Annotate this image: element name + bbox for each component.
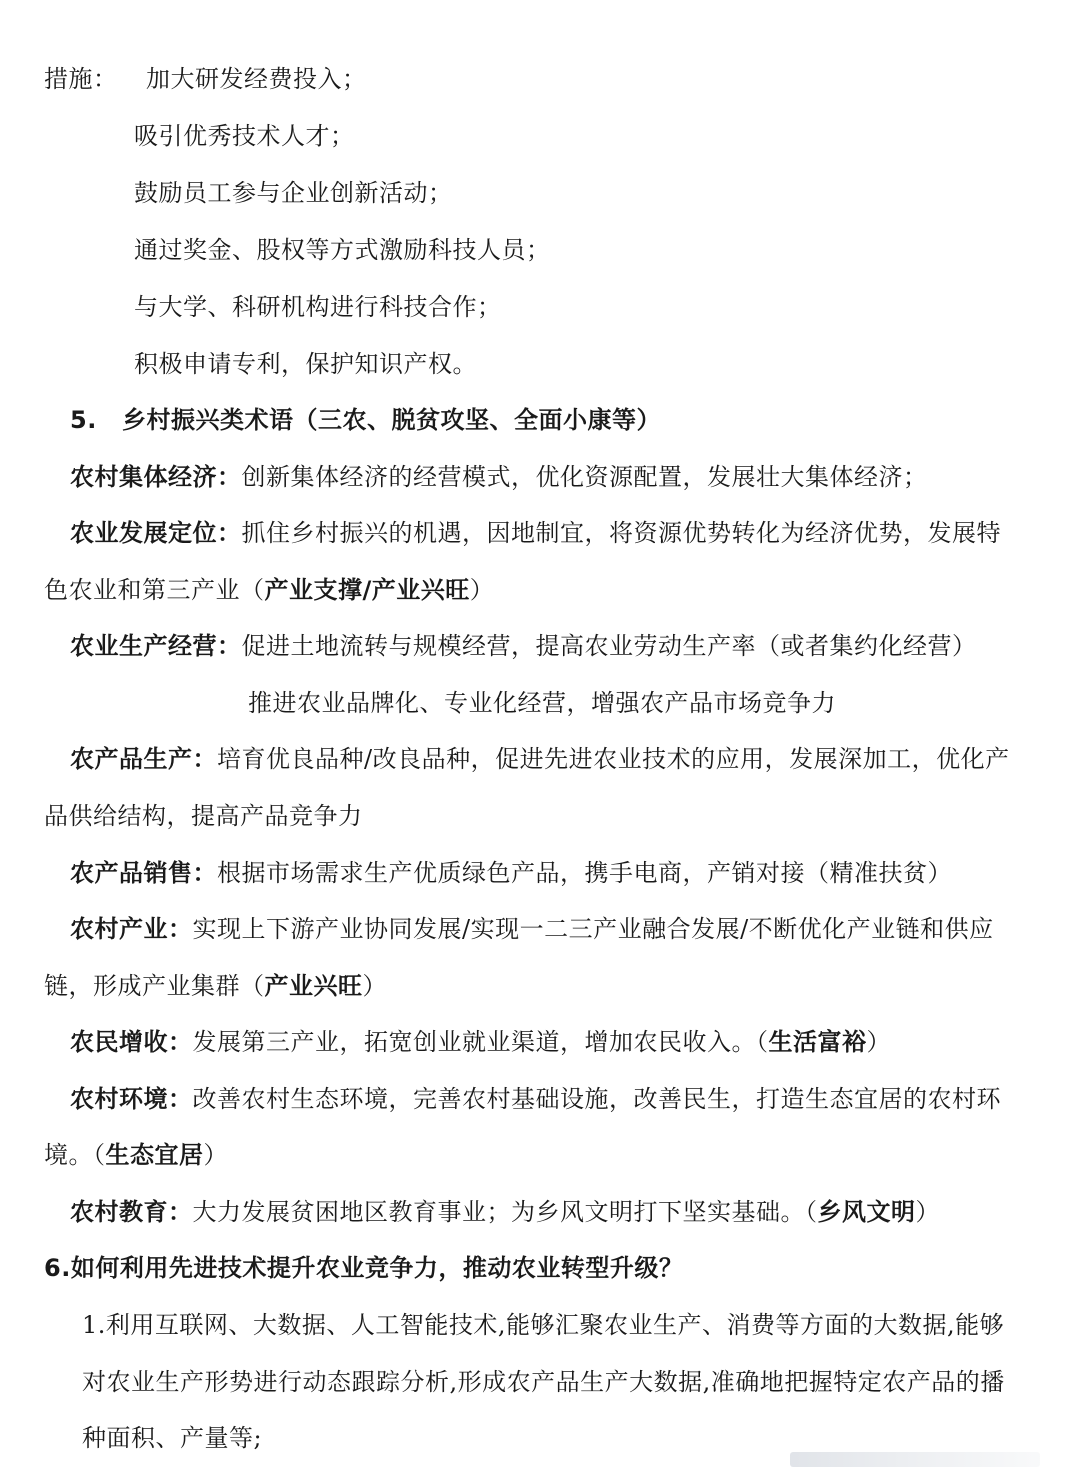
term-text-close: ） (203, 1141, 228, 1169)
term-label: 农村产业： (70, 915, 193, 943)
term-farmer-income (70, 1025, 891, 1059)
measure-item: 吸引优秀技术人才； (134, 122, 355, 150)
term-text-close: ） (915, 1198, 940, 1226)
term-text: 链，形成产业集群（ (44, 972, 265, 1000)
section6-item1-line: 对农业生产形势进行动态跟踪分析,形成农产品生产大数据,准确地把握特定农产品的播 (82, 1368, 1005, 1396)
term-development-positioning (70, 516, 1001, 550)
term-emphasis: 生态宜居 (105, 1141, 204, 1169)
term-rural-industry (70, 912, 994, 946)
term-text: 抓住乡村振兴的机遇，因地制宜，将资源优势转化为经济优势，发展特 (241, 519, 1001, 547)
term-collective-economy (70, 460, 928, 494)
term-rural-education (70, 1195, 940, 1229)
term-text-close: ） (362, 972, 387, 1000)
term-label: 农民增收： (70, 1028, 193, 1056)
measure-item: 与大学、科研机构进行科技合作； (134, 293, 502, 321)
section6-item1-line: 1.利用互联网、大数据、人工智能技术,能够汇聚农业生产、消费等方面的大数据,能够 (82, 1311, 1005, 1339)
measure-item: 鼓励员工参与企业创新活动； (134, 179, 453, 207)
term-text: 色农业和第三产业（ (44, 576, 265, 604)
section6-item1-line: 种面积、产量等; (82, 1424, 263, 1452)
term-text: 根据市场需求生产优质绿色产品，携手电商，产销对接（精准扶贫） (217, 859, 952, 887)
term-emphasis: 产业兴旺 (264, 972, 363, 1000)
term-emphasis: 产业支撑/产业兴旺 (264, 576, 470, 604)
measure-item: 通过奖金、股权等方式激励科技人员； (134, 236, 551, 264)
section6-title: 6.如何利用先进技术提升农业竞争力，推动农业转型升级？ (44, 1254, 684, 1282)
term-rural-industry-cont (44, 969, 387, 1003)
term-label: 农村集体经济： (70, 463, 242, 491)
term-label: 农村环境： (70, 1085, 193, 1113)
term-produce-production (70, 742, 1010, 776)
term-development-positioning-cont (44, 573, 494, 607)
term-label: 农业生产经营： (70, 632, 242, 660)
term-label: 农产品销售： (70, 859, 217, 887)
term-text: 发展第三产业，拓宽创业就业渠道，增加农民收入。（ (192, 1028, 769, 1056)
term-text: 创新集体经济的经营模式，优化资源配置，发展壮大集体经济； (241, 463, 928, 491)
term-text: 促进土地流转与规模经营，提高农业劳动生产率（或者集约化经营） (241, 632, 977, 660)
section5-title: 乡村振兴类术语（三农、脱贫攻坚、全面小康等） (122, 406, 661, 434)
term-text: 境。（ (44, 1141, 106, 1169)
term-text: 培育优良品种/改良品种，促进先进农业技术的应用，发展深加工，优化产 (217, 745, 1010, 773)
term-produce-production-cont: 品供给结构，提高产品竞争力 (44, 802, 363, 830)
term-text-close: ） (866, 1028, 891, 1056)
term-text-close: ） (469, 576, 495, 604)
term-production-operation-cont: 推进农业品牌化、专业化经营，增强农产品市场竞争力 (248, 689, 836, 717)
measure-item: 积极申请专利，保护知识产权。 (134, 350, 477, 378)
term-text: 实现上下游产业协同发展/实现一二三产业融合发展/不断优化产业链和供应 (192, 915, 994, 943)
term-emphasis: 乡风文明 (817, 1198, 916, 1226)
term-text: 改善农村生态环境，完善农村基础设施，改善民生，打造生态宜居的农村环 (192, 1085, 1001, 1113)
term-label: 农产品生产： (70, 745, 217, 773)
term-label: 农业发展定位： (70, 519, 242, 547)
term-emphasis: 生活富裕 (768, 1028, 867, 1056)
term-text: 大力发展贫困地区教育事业；为乡风文明打下坚实基础。（ (192, 1198, 818, 1226)
watermark-strip (790, 1452, 1040, 1467)
section5-number: 5. (70, 406, 97, 434)
term-produce-sales (70, 856, 952, 890)
term-production-operation (70, 629, 977, 663)
measures-label: 措施： (44, 65, 118, 93)
measure-item: 加大研发经费投入； (146, 65, 367, 93)
term-rural-environment-cont (44, 1138, 228, 1172)
term-label: 农村教育： (70, 1198, 193, 1226)
term-rural-environment (70, 1082, 1001, 1116)
